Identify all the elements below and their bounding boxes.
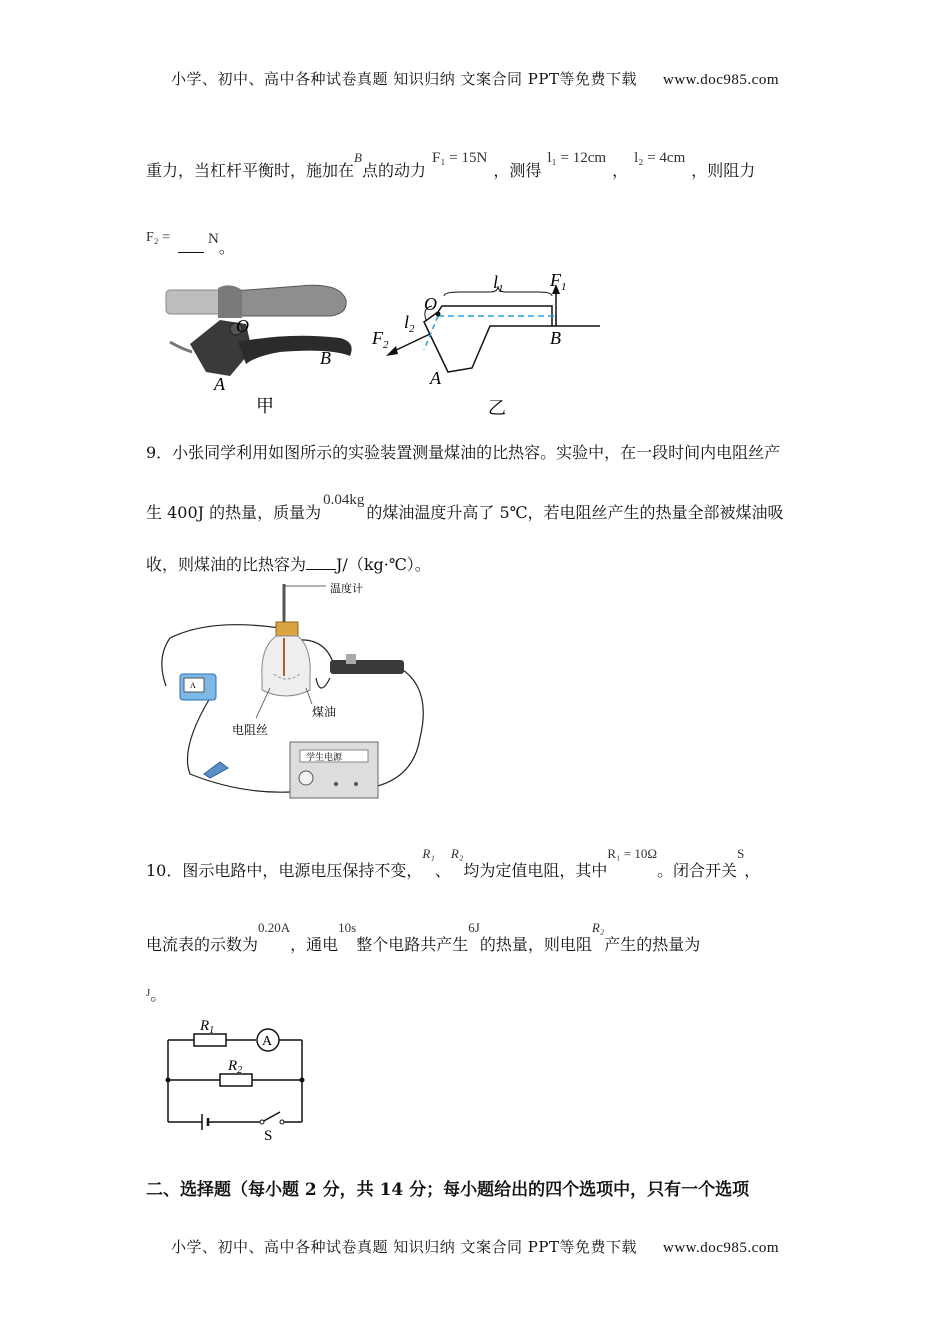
page-footer — [0, 1236, 950, 1257]
section-2-heading: 二、选择题（每小题 2 分，共 14 分；每小题给出的四个选项中，只有一个选项 — [146, 1180, 750, 1200]
circuit-ammeter-label: A — [262, 1034, 273, 1049]
q10-text-b: 、 — [434, 861, 451, 880]
q10-r2: R₂ — [450, 846, 464, 861]
circuit-switch-label: S — [264, 1128, 273, 1144]
q8-text-a: 重力，当杠杆平衡时，施加在 — [146, 161, 355, 180]
q10-text-j: 产生的热量为 — [604, 935, 701, 954]
fig-yi-l1: $l_1$ — [493, 272, 504, 295]
fig-yi-O: O — [424, 294, 437, 314]
circuit-R1-label: $R_1$ — [200, 1018, 215, 1036]
q8-text-e: ， — [612, 161, 629, 180]
q10-text-f: 电流表的示数为 — [146, 935, 259, 954]
resistance-wire-label: 电阻丝 — [232, 723, 269, 737]
q9-answer-blank — [306, 569, 336, 570]
q8-f2-label: F₂ = — [146, 230, 171, 245]
footer-text: 小学、初中、高中各种试卷真题 知识归纳 文案合同 PPT等免费下载 — [170, 1238, 637, 1256]
q8-unit: N — [208, 231, 219, 247]
q8-end: 。 — [218, 238, 235, 257]
q9-text-c: 收，则煤油的比热容为 — [146, 555, 307, 574]
q9-line3 — [146, 552, 431, 575]
thermometer-label: 温度计 — [330, 583, 363, 595]
q8-answer-blank — [178, 252, 204, 253]
footer-site: www.doc985.com — [662, 1240, 779, 1256]
q8-l2-value: l₂ = 4cm — [634, 150, 686, 166]
q10-text-d: 。闭合开关 — [657, 861, 738, 880]
fig-label-yi: 乙 — [488, 398, 506, 418]
q8-text-f: ，则阻力 — [691, 161, 756, 180]
page-header — [0, 68, 950, 89]
q10-end: 。 — [150, 985, 167, 1004]
fig-yi-A: A — [430, 368, 441, 388]
q10-r1: R₁ — [422, 846, 435, 861]
q9-line1: 9．小张同学利用如图所示的实验装置测量煤油的比热容。实验中，在一段时间内电阻丝产 — [146, 443, 781, 462]
q10-time: 10s — [338, 920, 357, 935]
header-text: 小学、初中、高中各种试卷真题 知识归纳 文案合同 PPT等免费下载 — [170, 70, 637, 88]
q10-line2 — [146, 920, 701, 955]
fig-label-jia: 甲 — [256, 396, 274, 416]
q10-text-c: 均为定值电阻，其中 — [463, 861, 608, 880]
lever-diagram — [386, 284, 600, 372]
fig-jia-A: A — [214, 374, 225, 394]
q9-mass: 0.04kg — [323, 492, 365, 508]
fig-yi-F2: $F_2$ — [372, 328, 389, 351]
q8-figure — [160, 272, 610, 422]
q9-text-a: 生 400J 的热量，质量为 — [146, 503, 322, 522]
fig-yi-B: B — [550, 328, 561, 348]
fig-yi-F1: $F_1$ — [550, 272, 567, 293]
power-supply-label: 学生电源 — [306, 752, 343, 762]
fig-yi-l2: $l_2$ — [404, 312, 415, 335]
fig-jia-O: O — [236, 316, 249, 336]
q9-line2 — [146, 492, 784, 523]
q8-point-b: B — [354, 150, 362, 165]
q8-l1-value: l₁ = 12cm — [547, 150, 607, 166]
q10-switch-s: S — [737, 846, 745, 861]
circuit-R2-label: $R_2$ — [228, 1058, 243, 1076]
q10-current: 0.20A — [258, 920, 291, 935]
header-site: www.doc985.com — [662, 72, 779, 88]
ammeter-label: A — [190, 681, 196, 690]
q9-unit: J/（kg·℃）。 — [336, 555, 431, 574]
q10-text-a: 10．图示电路中，电源电压保持不变， — [146, 861, 423, 880]
q10-r1-value: R₁ = 10Ω — [607, 846, 658, 861]
q10-text-e: ， — [744, 861, 761, 880]
q10-text-g: ，通电 — [290, 935, 339, 954]
q8-text-c: 点的动力 — [361, 161, 426, 180]
q10-unit-j: J — [146, 987, 151, 999]
q10-text-h: 整个电路共产生 — [356, 935, 469, 954]
fig-jia-B: B — [320, 348, 331, 368]
kerosene-label: 煤油 — [312, 705, 337, 719]
q8-text-d: ，测得 — [493, 161, 542, 180]
q9-figure — [150, 578, 440, 813]
q10-text-i: 的热量，则电阻 — [479, 935, 592, 954]
q8-line2-answer — [146, 231, 235, 258]
q9-text-b: 的煤油温度升高了 5℃，若电阻丝产生的热量全部被煤油吸 — [366, 503, 784, 522]
q10-line3 — [146, 982, 166, 1005]
q10-circuit — [158, 1012, 318, 1144]
q10-r2-b: R₂ — [591, 920, 605, 935]
q8-line1 — [146, 150, 756, 181]
q8-f1-value: F₁ = 15N — [431, 150, 488, 166]
q10-heat: 6J — [468, 920, 480, 935]
